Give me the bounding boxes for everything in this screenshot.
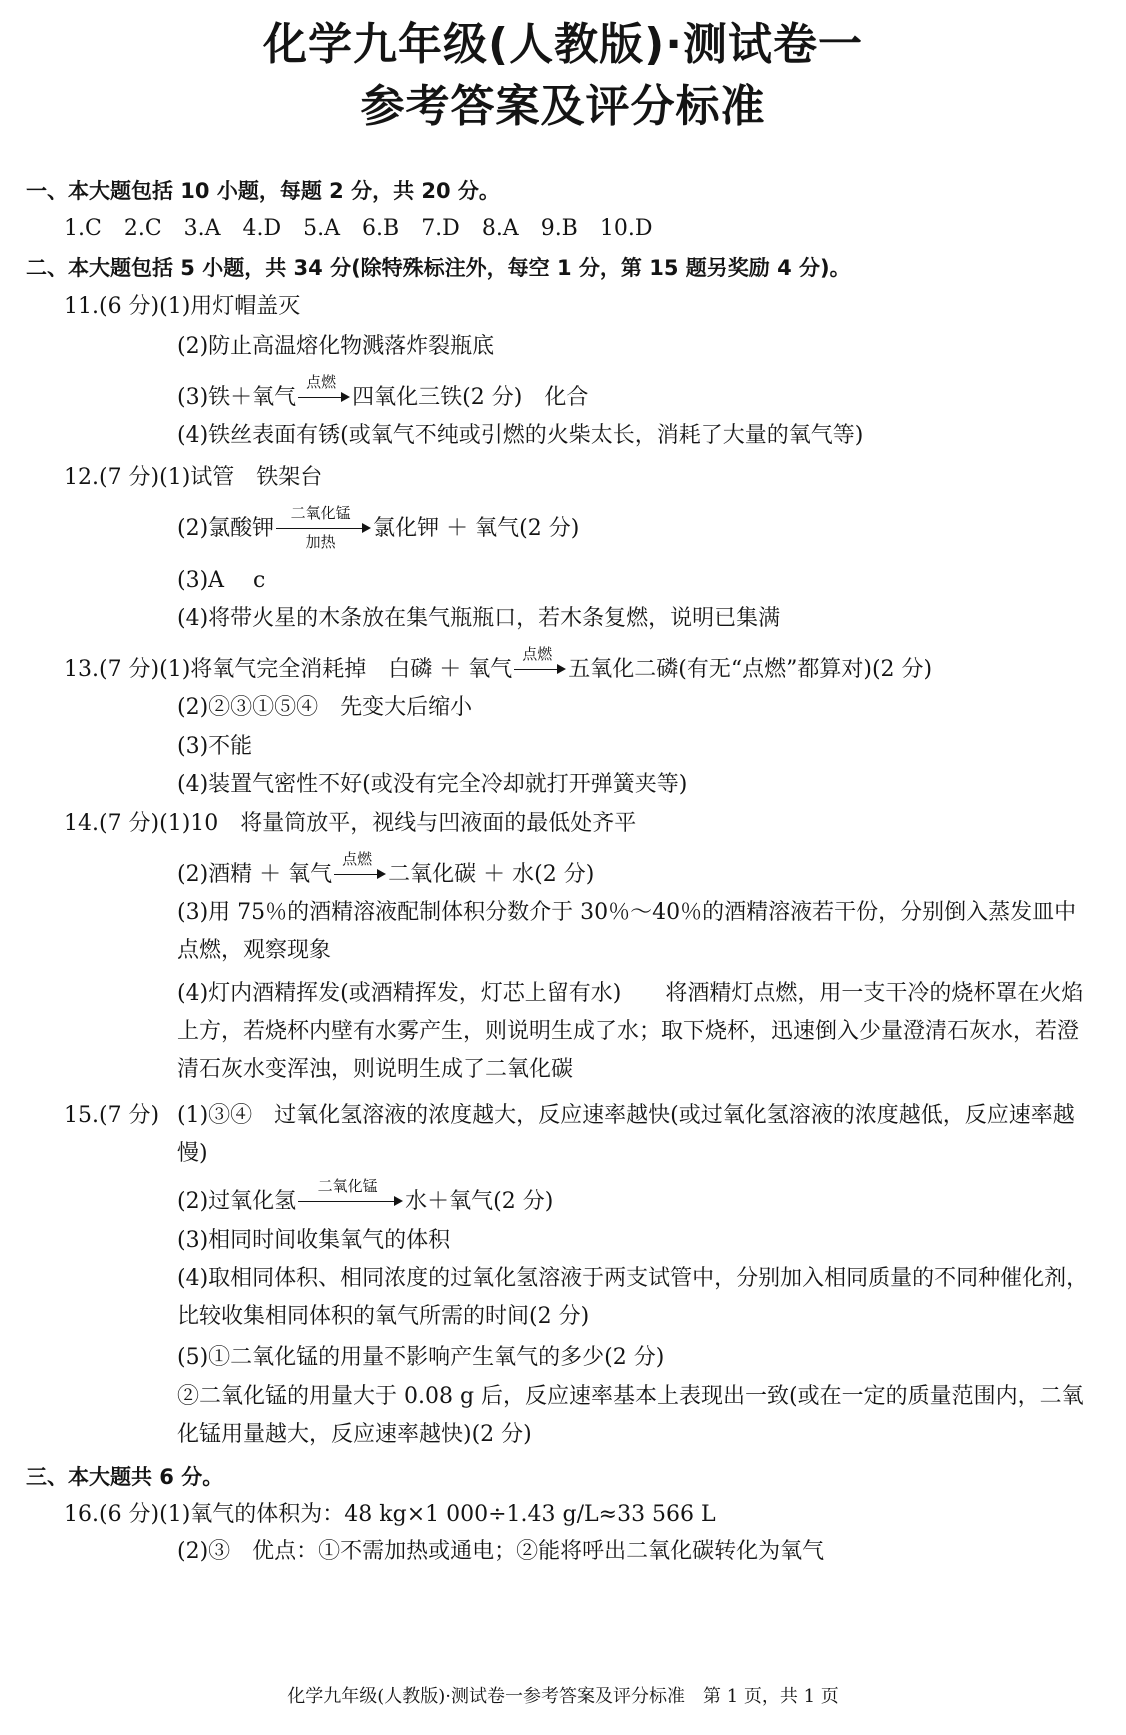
page-footer: 化学九年级(人教版)·测试卷一参考答案及评分标准 第 1 页，共 1 页 <box>287 1686 839 1707</box>
q14-equation-products: 二氧化碳 ＋ 水(2 分) <box>388 862 595 887</box>
section-2-heading: 二、本大题包括 5 小题，共 34 分(除特殊标注外，每空 1 分，第 15 题另奖励 4 分)。 <box>26 256 851 280</box>
page-title: 化学九年级(人教版)·测试卷一 <box>263 19 863 70</box>
q15-line-3: (3)相同时间收集氧气的体积 <box>177 1228 451 1253</box>
q13-line-1 <box>64 645 933 685</box>
q11-equation-products: 四氧化三铁(2 分) 化合 <box>352 385 589 410</box>
reaction-arrow <box>298 373 350 413</box>
reaction-arrow <box>276 504 371 551</box>
q14-line-4: (4)灯内酒精挥发(或酒精挥发，灯芯上留有水) 将酒精灯点燃，用一支干冷的烧杯罩在火焰上方，若烧杯内壁有水雾产生，则说明生成了水；取下烧杯，迅速倒入少量澄清石灰水，若澄清石灰水变浑浊，则说明生成了二氧化碳 <box>177 981 1084 1082</box>
q15-line-4: (4)取相同体积、相同浓度的过氧化氢溶液于两支试管中，分别加入相同质量的不同种催化剂，比较收集相同体积的氧气所需的时间(2 分) <box>177 1266 1089 1329</box>
q13-line-2: (2)②③①⑤④ 先变大后缩小 <box>177 695 473 720</box>
q12-equation-products: 氯化钾 ＋ 氧气(2 分) <box>373 516 580 541</box>
q12-line-1: 12.(7 分)(1)试管 铁架台 <box>64 465 323 490</box>
reaction-catalyst: 二氧化锰 <box>290 504 351 522</box>
q13-equation-products: 五氧化二磷(有无“点燃”都算对)(2 分) <box>568 657 933 682</box>
reaction-arrow <box>514 645 566 685</box>
reaction-catalyst: 二氧化锰 <box>317 1177 378 1195</box>
q15-line-2 <box>177 1177 554 1217</box>
q15-line-1: (1)③④ 过氧化氢溶液的浓度越大，反应速率越快(或过氧化氢溶液的浓度越低，反应速率越慢) <box>177 1103 1075 1166</box>
q12-line-4: (4)将带火星的木条放在集气瓶瓶口，若木条复燃，说明已集满 <box>177 606 781 631</box>
q11-line-1: 11.(6 分)(1)用灯帽盖灭 <box>64 294 301 319</box>
q12-line-2 <box>177 504 580 551</box>
q15-equation-products: 水＋氧气(2 分) <box>405 1189 554 1214</box>
q16-line-1: 16.(6 分)(1)氧气的体积为：48 kg×1 000÷1.43 g/L≈33 566 L <box>64 1502 716 1527</box>
q11-equation-reactants: (3)铁＋氧气 <box>177 385 297 410</box>
q16-line-2: (2)③ 优点：①不需加热或通电；②能将呼出二氧化碳转化为氧气 <box>177 1539 825 1564</box>
q11-line-3 <box>177 373 589 413</box>
q14-line-1: 14.(7 分)(1)10 将量筒放平，视线与凹液面的最低处齐平 <box>64 811 637 836</box>
section-1-heading: 一、本大题包括 10 小题，每题 2 分，共 20 分。 <box>26 179 500 203</box>
q13-equation-reactants: 13.(7 分)(1)将氧气完全消耗掉 白磷 ＋ 氧气 <box>64 657 513 682</box>
q14-equation-reactants: (2)酒精 ＋ 氧气 <box>177 862 333 887</box>
q14-line-3: (3)用 75％的酒精溶液配制体积分数介于 30％～40％的酒精溶液若干份，分别倒入蒸发皿中点燃，观察现象 <box>177 900 1077 963</box>
q13-line-3: (3)不能 <box>177 734 253 759</box>
q15-equation-reactants: (2)过氧化氢 <box>177 1189 297 1214</box>
q15-line-6: ②二氧化锰的用量大于 0.08 g 后，反应速率基本上表现出一致(或在一定的质量范围内，二氧化锰用量越大，反应速率越快)(2 分) <box>177 1384 1084 1447</box>
q12-line-3: (3)A c <box>177 568 266 593</box>
q15-line-5: (5)①二氧化锰的用量不影响产生氧气的多少(2 分) <box>177 1345 665 1370</box>
q14-line-2 <box>177 850 595 890</box>
section-3-heading: 三、本大题共 6 分。 <box>26 1465 224 1489</box>
section-1-answers: 1.C 2.C 3.A 4.D 5.A 6.B 7.D 8.A 9.B 10.D <box>64 216 653 241</box>
q11-line-4: (4)铁丝表面有锈(或氧气不纯或引燃的火柴太长，消耗了大量的氧气等) <box>177 423 864 448</box>
q15-number: 15.(7 分) <box>64 1103 160 1128</box>
q13-line-4: (4)装置气密性不好(或没有完全冷却就打开弹簧夹等) <box>177 772 688 797</box>
reaction-arrow <box>298 1177 403 1217</box>
reaction-condition: 点燃 <box>342 850 373 868</box>
reaction-condition: 点燃 <box>306 373 337 391</box>
reaction-condition: 点燃 <box>522 645 553 663</box>
reaction-condition: 加热 <box>305 533 336 551</box>
page-subtitle: 参考答案及评分标准 <box>360 81 766 132</box>
q11-line-2: (2)防止高温熔化物溅落炸裂瓶底 <box>177 334 495 359</box>
q12-equation-reactants: (2)氯酸钾 <box>177 516 275 541</box>
reaction-arrow <box>334 850 386 890</box>
